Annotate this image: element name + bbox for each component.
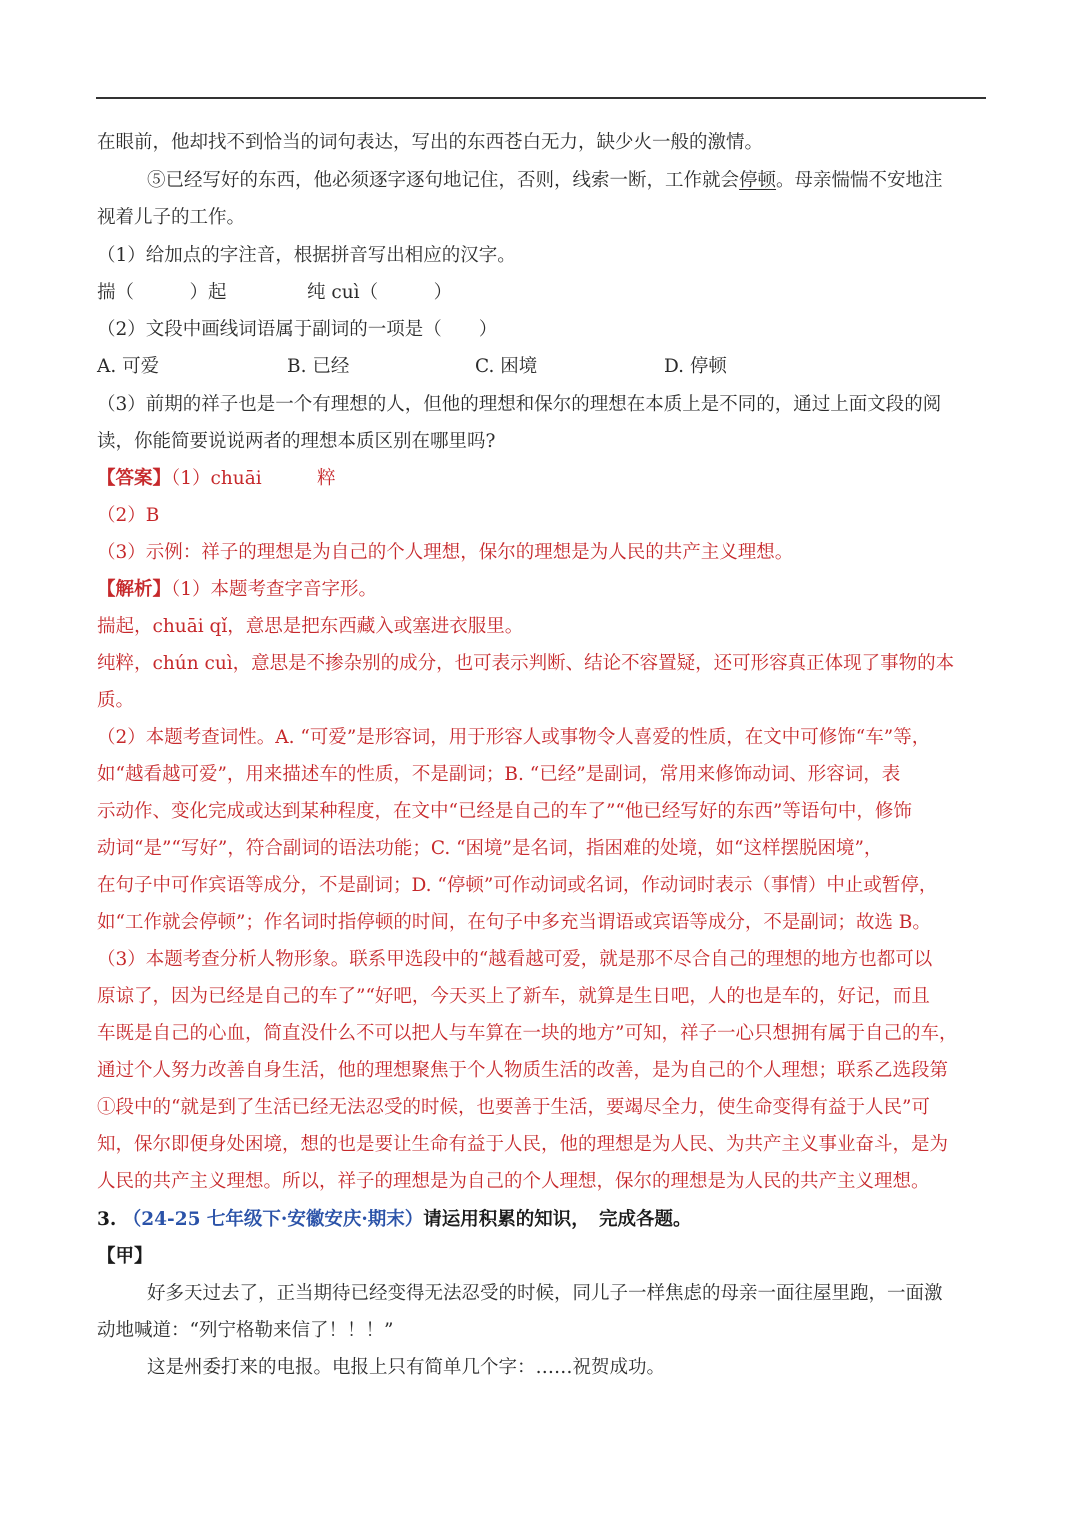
question-1-stem: （1）给加点的字注音，根据拼音写出相应的汉字。	[97, 245, 516, 266]
analysis-line: 揣起，chuāi qǐ，意思是把东西藏入或塞进衣服里。	[97, 616, 524, 637]
analysis-line: 动词“是”“写好”，符合副词的语法功能；C. “困境”是名词，指困难的处境，如“这样摆脱困境”，	[97, 838, 883, 859]
passage-paragraph-5: ⑤已经写好的东西，他必须逐字逐句地记住，否则，线索一断，工作就会停顿。母亲惴惴不安地注	[147, 170, 943, 191]
analysis-line: ①段中的“就是到了生活已经无法忍受的时候，也要善于生活，要竭尽全力，使生命变得有益于人民”可	[97, 1097, 930, 1118]
analysis-line: 示动作、变化完成或达到某种程度，在文中“已经是自己的车了”“他已经写好的东西”等语句中，修饰	[97, 801, 912, 822]
passage-jia-line: 这是州委打来的电报。电报上只有简单几个字：……祝贺成功。	[147, 1357, 666, 1378]
passage-jia-line: 动地喊道：“列宁格勒来信了！！！”	[97, 1320, 394, 1341]
analysis-line: 车既是自己的心血，简直没什么不可以把人与车算在一块的地方”可知，祥子一心只想拥有属于自己的车，	[97, 1023, 958, 1044]
answer-tag: 【答案】	[97, 468, 172, 489]
question-3-stem: （3）前期的祥子也是一个有理想的人，但他的理想和保尔的理想在本质上是不同的，通过上面文段的阅	[97, 394, 942, 415]
question-prompt: 请运用积累的知识， 完成各题。	[423, 1209, 692, 1230]
question-1-item-a: 揣（ ）起	[97, 282, 227, 303]
analysis-line: 知，保尔即便身处困境，想的也是要让生命有益于人民，他的理想是为人民、为共产主义事业奋斗，是为	[97, 1134, 949, 1155]
answer-line-3: （3）示例：祥子的理想是为自己的个人理想，保尔的理想是为人民的共产主义理想。	[97, 542, 794, 563]
question-number: 3.	[97, 1209, 117, 1230]
question-2-stem: （2）文段中画线词语属于副词的一项是（ ）	[97, 319, 498, 340]
option-d: D. 停顿	[664, 356, 727, 377]
question-source: （24-25 七年级下·安徽安庆·期末）	[122, 1209, 424, 1230]
analysis-line: 如“越看越可爱”，用来描述车的性质，不是副词；B. “已经”是副词，常用来修饰动词、形容词，表	[97, 764, 901, 785]
question-1-item-b: 纯 cuì（ ）	[307, 282, 453, 303]
analysis-line: （2）本题考查词性。A. “可爱”是形容词，用于形容人或事物令人喜爱的性质，在文中可修饰“车”等，	[97, 727, 931, 748]
question-3-heading	[97, 1208, 692, 1232]
header-rule	[96, 97, 986, 99]
passage-line: 在眼前，他却找不到恰当的词句表达，写出的东西苍白无力，缺少火一般的激情。	[97, 132, 764, 153]
underlined-word: 停顿	[739, 170, 777, 191]
analysis-line: 人民的共产主义理想。所以，祥子的理想是为自己的个人理想，保尔的理想是为人民的共产主义理想。	[97, 1171, 930, 1192]
analysis-tag: 【解析】	[97, 579, 172, 600]
analysis-line: 在句子中可作宾语等成分，不是副词；D. “停顿”可作动词或名词，作动词时表示（事情）中止或暂停，	[97, 875, 938, 896]
analysis-line: 通过个人努力改善自身生活，他的理想聚焦于个人物质生活的改善，是为自己的个人理想；联系乙选段第	[97, 1060, 949, 1081]
question-3-stem: 读，你能简要说说两者的理想本质区别在哪里吗?	[97, 431, 496, 452]
answer-line-2: （2）B	[97, 505, 160, 526]
analysis-line: 原谅了，因为已经是自己的车了”“好吧，今天买上了新车，就算是生日吧，人的也是车的，好记，而且	[97, 986, 930, 1007]
option-b: B. 已经	[287, 356, 350, 377]
option-a: A. 可爱	[97, 356, 160, 377]
passage-jia-line: 好多天过去了，正当期待已经变得无法忍受的时候，同儿子一样焦虑的母亲一面往屋里跑，一面激	[147, 1283, 943, 1304]
analysis-line: 质。	[97, 690, 135, 711]
passage-line: 视着儿子的工作。	[97, 207, 246, 228]
analysis-line: 如“工作就会停顿”；作名词时指停顿的时间，在句子中多充当谓语或宾语等成分，不是副词；故选 B。	[97, 912, 931, 933]
analysis-line: 【解析】（1）本题考查字音字形。	[97, 579, 378, 600]
option-c: C. 困境	[475, 356, 538, 377]
analysis-line: 纯粹，chún cuì，意思是不掺杂别的成分，也可表示判断、结论不容置疑，还可形容真正体现了事物的本	[97, 653, 955, 674]
analysis-line: （3）本题考查分析人物形象。联系甲选段中的“越看越可爱，就是那不尽合自己的理想的地方也都可以	[97, 949, 933, 970]
section-jia-label: 【甲】	[97, 1246, 153, 1267]
answer-line-1: 【答案】（1）chuāi 粹	[97, 468, 336, 489]
